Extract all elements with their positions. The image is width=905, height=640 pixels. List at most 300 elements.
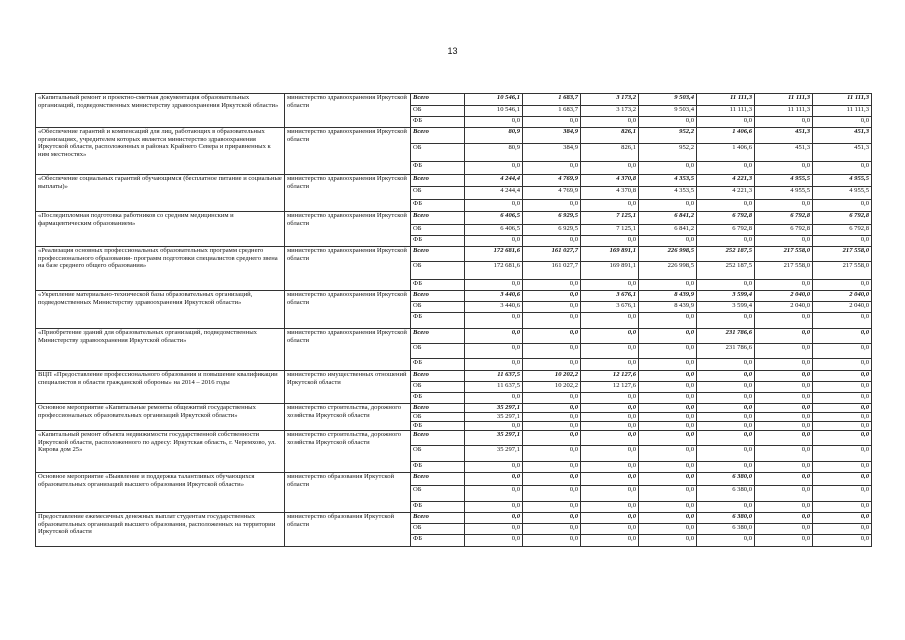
amount-cell: 0,0 — [813, 117, 872, 128]
amount-cell: 2 040,0 — [755, 302, 813, 313]
amount-cell: 0,0 — [581, 280, 639, 291]
amount-cell: 6 792,8 — [755, 225, 813, 236]
funding-source-label: ОБ — [411, 262, 465, 280]
funding-source-label: Всего — [411, 212, 465, 225]
amount-cell: 7 125,1 — [581, 225, 639, 236]
amount-cell: 6 406,5 — [465, 212, 523, 225]
amount-cell: 6 380,0 — [697, 473, 755, 486]
amount-cell: 35 297,1 — [465, 446, 523, 462]
table-row — [36, 513, 872, 524]
amount-cell: 4 353,5 — [639, 175, 697, 187]
amount-cell: 4 221,3 — [697, 175, 755, 187]
funding-source-label: Всего — [411, 431, 465, 446]
amount-cell: 231 786,6 — [697, 329, 755, 344]
amount-cell: 0,0 — [755, 236, 813, 247]
amount-cell: 161 027,7 — [523, 247, 581, 262]
amount-cell: 0,0 — [755, 502, 813, 513]
program-description: «Капитальный ремонт объекта недвижимости государственной собственности Иркутской области, расположенного по адресу: Иркутская область, г. Черемхово, ул. Кирова дом 25» — [36, 431, 285, 473]
amount-cell: 0,0 — [813, 535, 872, 547]
amount-cell: 0,0 — [465, 200, 523, 212]
amount-cell: 226 998,5 — [639, 247, 697, 262]
amount-cell: 4 955,5 — [755, 175, 813, 187]
amount-cell: 0,0 — [697, 422, 755, 431]
amount-cell: 3 599,4 — [697, 302, 755, 313]
amount-cell: 0,0 — [813, 524, 872, 535]
amount-cell: 11 111,3 — [755, 94, 813, 106]
amount-cell: 0,0 — [813, 431, 872, 446]
amount-cell: 0,0 — [639, 359, 697, 371]
amount-cell: 3 173,2 — [581, 94, 639, 106]
amount-cell: 0,0 — [465, 329, 523, 344]
amount-cell: 1 683,7 — [523, 106, 581, 117]
amount-cell: 0,0 — [581, 359, 639, 371]
amount-cell: 0,0 — [581, 344, 639, 359]
amount-cell: 11 111,3 — [697, 94, 755, 106]
amount-cell: 0,0 — [465, 393, 523, 404]
amount-cell: 0,0 — [523, 486, 581, 502]
responsible-executor: министерство имущественных отношений Иркутской области — [285, 371, 411, 404]
amount-cell: 0,0 — [523, 200, 581, 212]
amount-cell: 35 297,1 — [465, 404, 523, 413]
amount-cell: 4 244,4 — [465, 175, 523, 187]
table-row — [36, 473, 872, 486]
funding-source-label: ОБ — [411, 187, 465, 200]
amount-cell: 0,0 — [465, 535, 523, 547]
amount-cell: 217 558,0 — [813, 262, 872, 280]
funding-source-label: Всего — [411, 128, 465, 144]
amount-cell: 9 503,4 — [639, 106, 697, 117]
responsible-executor: министерство здравоохранения Иркутской области — [285, 212, 411, 247]
amount-cell: 0,0 — [697, 313, 755, 329]
amount-cell: 0,0 — [813, 371, 872, 382]
funding-source-label: Всего — [411, 94, 465, 106]
amount-cell: 0,0 — [523, 393, 581, 404]
funding-source-label: ФБ — [411, 117, 465, 128]
amount-cell: 0,0 — [523, 291, 581, 302]
amount-cell: 0,0 — [813, 513, 872, 524]
program-description: Основное мероприятие «Капитальные ремонты общежитий государственных профессиональных образовательных организаций Иркутской области» — [36, 404, 285, 431]
amount-cell: 0,0 — [465, 524, 523, 535]
amount-cell: 451,3 — [755, 128, 813, 144]
amount-cell: 0,0 — [813, 404, 872, 413]
amount-cell: 4 955,5 — [755, 187, 813, 200]
amount-cell: 0,0 — [465, 313, 523, 329]
funding-source-label: Всего — [411, 404, 465, 413]
amount-cell: 0,0 — [523, 413, 581, 422]
amount-cell: 0,0 — [639, 413, 697, 422]
amount-cell: 0,0 — [523, 236, 581, 247]
amount-cell: 0,0 — [813, 422, 872, 431]
amount-cell: 0,0 — [581, 329, 639, 344]
funding-source-label: Всего — [411, 371, 465, 382]
amount-cell: 0,0 — [755, 313, 813, 329]
amount-cell: 0,0 — [465, 117, 523, 128]
amount-cell: 0,0 — [523, 344, 581, 359]
amount-cell: 0,0 — [581, 404, 639, 413]
amount-cell: 1 406,6 — [697, 144, 755, 162]
funding-source-label: ОБ — [411, 446, 465, 462]
amount-cell: 0,0 — [523, 462, 581, 473]
budget-table — [35, 93, 872, 547]
program-description: «Капитальный ремонт и проектно-сметная документация образовательных организаций, подведомственных министерству здравоохранения Иркутской области» — [36, 94, 285, 128]
amount-cell: 451,3 — [813, 144, 872, 162]
amount-cell: 826,1 — [581, 128, 639, 144]
funding-source-label: ФБ — [411, 280, 465, 291]
amount-cell: 0,0 — [813, 236, 872, 247]
amount-cell: 0,0 — [581, 535, 639, 547]
amount-cell: 0,0 — [697, 382, 755, 393]
funding-source-label: Всего — [411, 513, 465, 524]
funding-source-label: ФБ — [411, 422, 465, 431]
amount-cell: 0,0 — [523, 302, 581, 313]
amount-cell: 4 221,3 — [697, 187, 755, 200]
amount-cell: 226 998,5 — [639, 262, 697, 280]
amount-cell: 6 792,8 — [755, 212, 813, 225]
amount-cell: 0,0 — [639, 371, 697, 382]
amount-cell: 0,0 — [813, 162, 872, 175]
amount-cell: 0,0 — [639, 446, 697, 462]
amount-cell: 0,0 — [755, 404, 813, 413]
amount-cell: 0,0 — [465, 236, 523, 247]
amount-cell: 0,0 — [465, 486, 523, 502]
amount-cell: 172 681,6 — [465, 262, 523, 280]
amount-cell: 0,0 — [813, 393, 872, 404]
amount-cell: 0,0 — [755, 280, 813, 291]
program-description: «Укрепление материально-технической базы образовательных организаций, подведомственных Министерству здравоохранения Иркутской области» — [36, 291, 285, 329]
amount-cell: 0,0 — [813, 382, 872, 393]
amount-cell: 4 370,8 — [581, 187, 639, 200]
amount-cell: 0,0 — [581, 462, 639, 473]
funding-source-label: ОБ — [411, 302, 465, 313]
amount-cell: 0,0 — [465, 359, 523, 371]
amount-cell: 0,0 — [639, 236, 697, 247]
amount-cell: 0,0 — [813, 473, 872, 486]
amount-cell: 6 841,2 — [639, 212, 697, 225]
amount-cell: 0,0 — [813, 329, 872, 344]
amount-cell: 6 929,5 — [523, 225, 581, 236]
amount-cell: 6 380,0 — [697, 486, 755, 502]
amount-cell: 0,0 — [755, 524, 813, 535]
amount-cell: 0,0 — [697, 393, 755, 404]
amount-cell: 252 187,5 — [697, 262, 755, 280]
amount-cell: 0,0 — [523, 329, 581, 344]
amount-cell: 0,0 — [639, 462, 697, 473]
amount-cell: 35 297,1 — [465, 431, 523, 446]
amount-cell: 0,0 — [581, 513, 639, 524]
amount-cell: 8 439,9 — [639, 302, 697, 313]
amount-cell: 6 929,5 — [523, 212, 581, 225]
amount-cell: 3 440,6 — [465, 291, 523, 302]
amount-cell: 0,0 — [581, 393, 639, 404]
amount-cell: 0,0 — [523, 502, 581, 513]
amount-cell: 0,0 — [755, 486, 813, 502]
amount-cell: 0,0 — [697, 236, 755, 247]
amount-cell: 0,0 — [581, 313, 639, 329]
amount-cell: 35 297,1 — [465, 413, 523, 422]
amount-cell: 217 558,0 — [755, 262, 813, 280]
amount-cell: 0,0 — [465, 344, 523, 359]
amount-cell: 0,0 — [523, 473, 581, 486]
amount-cell: 0,0 — [523, 524, 581, 535]
amount-cell: 0,0 — [755, 393, 813, 404]
table-row — [36, 247, 872, 262]
funding-source-label: ФБ — [411, 162, 465, 175]
amount-cell: 0,0 — [639, 344, 697, 359]
funding-source-label: ОБ — [411, 486, 465, 502]
amount-cell: 0,0 — [697, 462, 755, 473]
funding-source-label: ФБ — [411, 393, 465, 404]
amount-cell: 0,0 — [639, 524, 697, 535]
responsible-executor: министерство строительства, дорожного хозяйства Иркутской области — [285, 431, 411, 473]
amount-cell: 0,0 — [581, 422, 639, 431]
table-row — [36, 94, 872, 106]
amount-cell: 2 040,0 — [755, 291, 813, 302]
amount-cell: 451,3 — [813, 128, 872, 144]
program-description: «Последипломная подготовка работников со средним медицинским и фармацевтическим образованием» — [36, 212, 285, 247]
amount-cell: 0,0 — [639, 313, 697, 329]
amount-cell: 217 558,0 — [813, 247, 872, 262]
amount-cell: 0,0 — [639, 329, 697, 344]
program-description: «Приобретение зданий для образовательных организаций, подведомственных Министерству здравоохранения Иркутской области» — [36, 329, 285, 371]
amount-cell: 0,0 — [813, 359, 872, 371]
amount-cell: 4 370,8 — [581, 175, 639, 187]
amount-cell: 0,0 — [581, 473, 639, 486]
program-description: Основное мероприятие «Выявление и поддержка талантливых обучающихся образовательных организаций высшего образования Иркутской области» — [36, 473, 285, 513]
funding-source-label: ФБ — [411, 462, 465, 473]
amount-cell: 0,0 — [639, 486, 697, 502]
amount-cell: 3 676,1 — [581, 291, 639, 302]
amount-cell: 0,0 — [465, 513, 523, 524]
amount-cell: 217 558,0 — [755, 247, 813, 262]
amount-cell: 0,0 — [639, 422, 697, 431]
table-row — [36, 175, 872, 187]
funding-source-label: ФБ — [411, 359, 465, 371]
amount-cell: 0,0 — [581, 413, 639, 422]
amount-cell: 6 380,0 — [697, 524, 755, 535]
amount-cell: 0,0 — [755, 446, 813, 462]
funding-source-label: Всего — [411, 291, 465, 302]
amount-cell: 11 111,3 — [697, 106, 755, 117]
amount-cell: 0,0 — [813, 344, 872, 359]
amount-cell: 10 202,2 — [523, 382, 581, 393]
amount-cell: 0,0 — [639, 117, 697, 128]
table-row — [36, 291, 872, 302]
table-row — [36, 212, 872, 225]
amount-cell: 0,0 — [755, 431, 813, 446]
amount-cell: 0,0 — [581, 524, 639, 535]
amount-cell: 172 681,6 — [465, 247, 523, 262]
amount-cell: 0,0 — [639, 393, 697, 404]
program-description: «Обеспечение гарантий и компенсаций для лиц, работающих в образовательных организациях, учредителем которых является министерство здравоохранения Иркутской области, расположенных в районах Крайнего Севера и приравненных к ним местностях» — [36, 128, 285, 175]
amount-cell: 0,0 — [813, 200, 872, 212]
amount-cell: 0,0 — [755, 535, 813, 547]
amount-cell: 0,0 — [639, 200, 697, 212]
amount-cell: 2 040,0 — [813, 291, 872, 302]
amount-cell: 6 792,8 — [813, 212, 872, 225]
amount-cell: 0,0 — [813, 502, 872, 513]
amount-cell: 1 683,7 — [523, 94, 581, 106]
amount-cell: 9 503,4 — [639, 94, 697, 106]
amount-cell: 4 244,4 — [465, 187, 523, 200]
amount-cell: 4 769,9 — [523, 175, 581, 187]
amount-cell: 231 786,6 — [697, 344, 755, 359]
amount-cell: 0,0 — [639, 535, 697, 547]
amount-cell: 0,0 — [465, 462, 523, 473]
amount-cell: 0,0 — [755, 344, 813, 359]
amount-cell: 0,0 — [465, 502, 523, 513]
amount-cell: 0,0 — [523, 280, 581, 291]
amount-cell: 0,0 — [523, 359, 581, 371]
amount-cell: 0,0 — [523, 535, 581, 547]
amount-cell: 0,0 — [755, 359, 813, 371]
amount-cell: 80,9 — [465, 128, 523, 144]
amount-cell: 0,0 — [813, 413, 872, 422]
program-description: Предоставление ежемесячных денежных выплат студентам государственных образовательных организаций высшего образования, расположенных на территории Иркутской области — [36, 513, 285, 547]
amount-cell: 384,9 — [523, 128, 581, 144]
amount-cell: 0,0 — [697, 535, 755, 547]
amount-cell: 0,0 — [581, 446, 639, 462]
amount-cell: 11 637,5 — [465, 371, 523, 382]
amount-cell: 384,9 — [523, 144, 581, 162]
amount-cell: 0,0 — [813, 446, 872, 462]
funding-source-label: ОБ — [411, 524, 465, 535]
amount-cell: 0,0 — [523, 117, 581, 128]
amount-cell: 0,0 — [639, 502, 697, 513]
funding-source-label: ФБ — [411, 502, 465, 513]
funding-source-label: ОБ — [411, 382, 465, 393]
amount-cell: 0,0 — [523, 513, 581, 524]
amount-cell: 0,0 — [639, 404, 697, 413]
amount-cell: 80,9 — [465, 144, 523, 162]
table-row — [36, 329, 872, 344]
amount-cell: 0,0 — [465, 280, 523, 291]
table-row — [36, 128, 872, 144]
amount-cell: 0,0 — [697, 117, 755, 128]
amount-cell: 0,0 — [755, 422, 813, 431]
amount-cell: 12 127,6 — [581, 382, 639, 393]
amount-cell: 0,0 — [813, 313, 872, 329]
amount-cell: 8 439,9 — [639, 291, 697, 302]
amount-cell: 0,0 — [697, 200, 755, 212]
amount-cell: 952,2 — [639, 128, 697, 144]
amount-cell: 0,0 — [697, 162, 755, 175]
amount-cell: 0,0 — [697, 359, 755, 371]
amount-cell: 0,0 — [581, 236, 639, 247]
amount-cell: 7 125,1 — [581, 212, 639, 225]
amount-cell: 0,0 — [581, 502, 639, 513]
amount-cell: 0,0 — [523, 431, 581, 446]
page-number: 13 — [447, 46, 458, 56]
amount-cell: 0,0 — [639, 382, 697, 393]
amount-cell: 826,1 — [581, 144, 639, 162]
funding-source-label: ФБ — [411, 535, 465, 547]
funding-source-label: ФБ — [411, 200, 465, 212]
amount-cell: 0,0 — [523, 404, 581, 413]
funding-source-label: ОБ — [411, 413, 465, 422]
amount-cell: 0,0 — [581, 117, 639, 128]
responsible-executor: министерство здравоохранения Иркутской области — [285, 247, 411, 291]
responsible-executor: министерство образования Иркутской области — [285, 473, 411, 513]
amount-cell: 0,0 — [581, 486, 639, 502]
amount-cell: 0,0 — [755, 382, 813, 393]
amount-cell: 0,0 — [581, 162, 639, 175]
funding-source-label: ОБ — [411, 344, 465, 359]
amount-cell: 0,0 — [755, 513, 813, 524]
amount-cell: 10 546,1 — [465, 94, 523, 106]
responsible-executor: министерство строительства, дорожного хозяйства Иркутской области — [285, 404, 411, 431]
funding-source-label: ФБ — [411, 236, 465, 247]
amount-cell: 0,0 — [813, 486, 872, 502]
amount-cell: 0,0 — [639, 162, 697, 175]
amount-cell: 0,0 — [697, 404, 755, 413]
amount-cell: 4 769,9 — [523, 187, 581, 200]
responsible-executor: министерство здравоохранения Иркутской области — [285, 128, 411, 175]
funding-source-label: ФБ — [411, 313, 465, 329]
funding-source-label: Всего — [411, 175, 465, 187]
amount-cell: 0,0 — [639, 513, 697, 524]
amount-cell: 161 027,7 — [523, 262, 581, 280]
program-description: «Обеспечение социальных гарантий обучающимся (бесплатное питание и социальные выплаты)» — [36, 175, 285, 212]
amount-cell: 0,0 — [813, 462, 872, 473]
amount-cell: 0,0 — [581, 431, 639, 446]
amount-cell: 0,0 — [755, 329, 813, 344]
amount-cell: 169 891,1 — [581, 262, 639, 280]
funding-source-label: ОБ — [411, 106, 465, 117]
amount-cell: 451,3 — [755, 144, 813, 162]
amount-cell: 2 040,0 — [813, 302, 872, 313]
amount-cell: 0,0 — [755, 162, 813, 175]
amount-cell: 4 353,5 — [639, 187, 697, 200]
amount-cell: 11 637,5 — [465, 382, 523, 393]
amount-cell: 0,0 — [465, 473, 523, 486]
amount-cell: 0,0 — [813, 280, 872, 291]
amount-cell: 12 127,6 — [581, 371, 639, 382]
amount-cell: 11 111,3 — [813, 106, 872, 117]
amount-cell: 0,0 — [755, 117, 813, 128]
amount-cell: 0,0 — [697, 371, 755, 382]
amount-cell: 11 111,3 — [813, 94, 872, 106]
amount-cell: 0,0 — [755, 371, 813, 382]
amount-cell: 4 955,5 — [813, 187, 872, 200]
funding-source-label: Всего — [411, 247, 465, 262]
table-row — [36, 431, 872, 446]
table-row — [36, 404, 872, 413]
responsible-executor: министерство образования Иркутской области — [285, 513, 411, 547]
amount-cell: 0,0 — [697, 431, 755, 446]
responsible-executor: министерство здравоохранения Иркутской области — [285, 329, 411, 371]
program-description: «Реализация основных профессиональных образовательных программ среднего профессионального образования- программ подготовки специалистов среднего звена на базе среднего общего образования» — [36, 247, 285, 291]
funding-source-label: ОБ — [411, 144, 465, 162]
amount-cell: 0,0 — [523, 162, 581, 175]
amount-cell: 0,0 — [697, 446, 755, 462]
amount-cell: 10 546,1 — [465, 106, 523, 117]
funding-source-label: Всего — [411, 329, 465, 344]
amount-cell: 6 841,2 — [639, 225, 697, 236]
amount-cell: 0,0 — [697, 413, 755, 422]
amount-cell: 252 187,5 — [697, 247, 755, 262]
amount-cell: 169 891,1 — [581, 247, 639, 262]
amount-cell: 0,0 — [755, 462, 813, 473]
amount-cell: 1 406,6 — [697, 128, 755, 144]
amount-cell: 0,0 — [755, 413, 813, 422]
amount-cell: 0,0 — [697, 502, 755, 513]
amount-cell: 11 111,3 — [755, 106, 813, 117]
amount-cell: 6 792,8 — [697, 225, 755, 236]
amount-cell: 0,0 — [523, 313, 581, 329]
funding-source-label: Всего — [411, 473, 465, 486]
amount-cell: 0,0 — [465, 422, 523, 431]
responsible-executor: министерство здравоохранения Иркутской области — [285, 175, 411, 212]
